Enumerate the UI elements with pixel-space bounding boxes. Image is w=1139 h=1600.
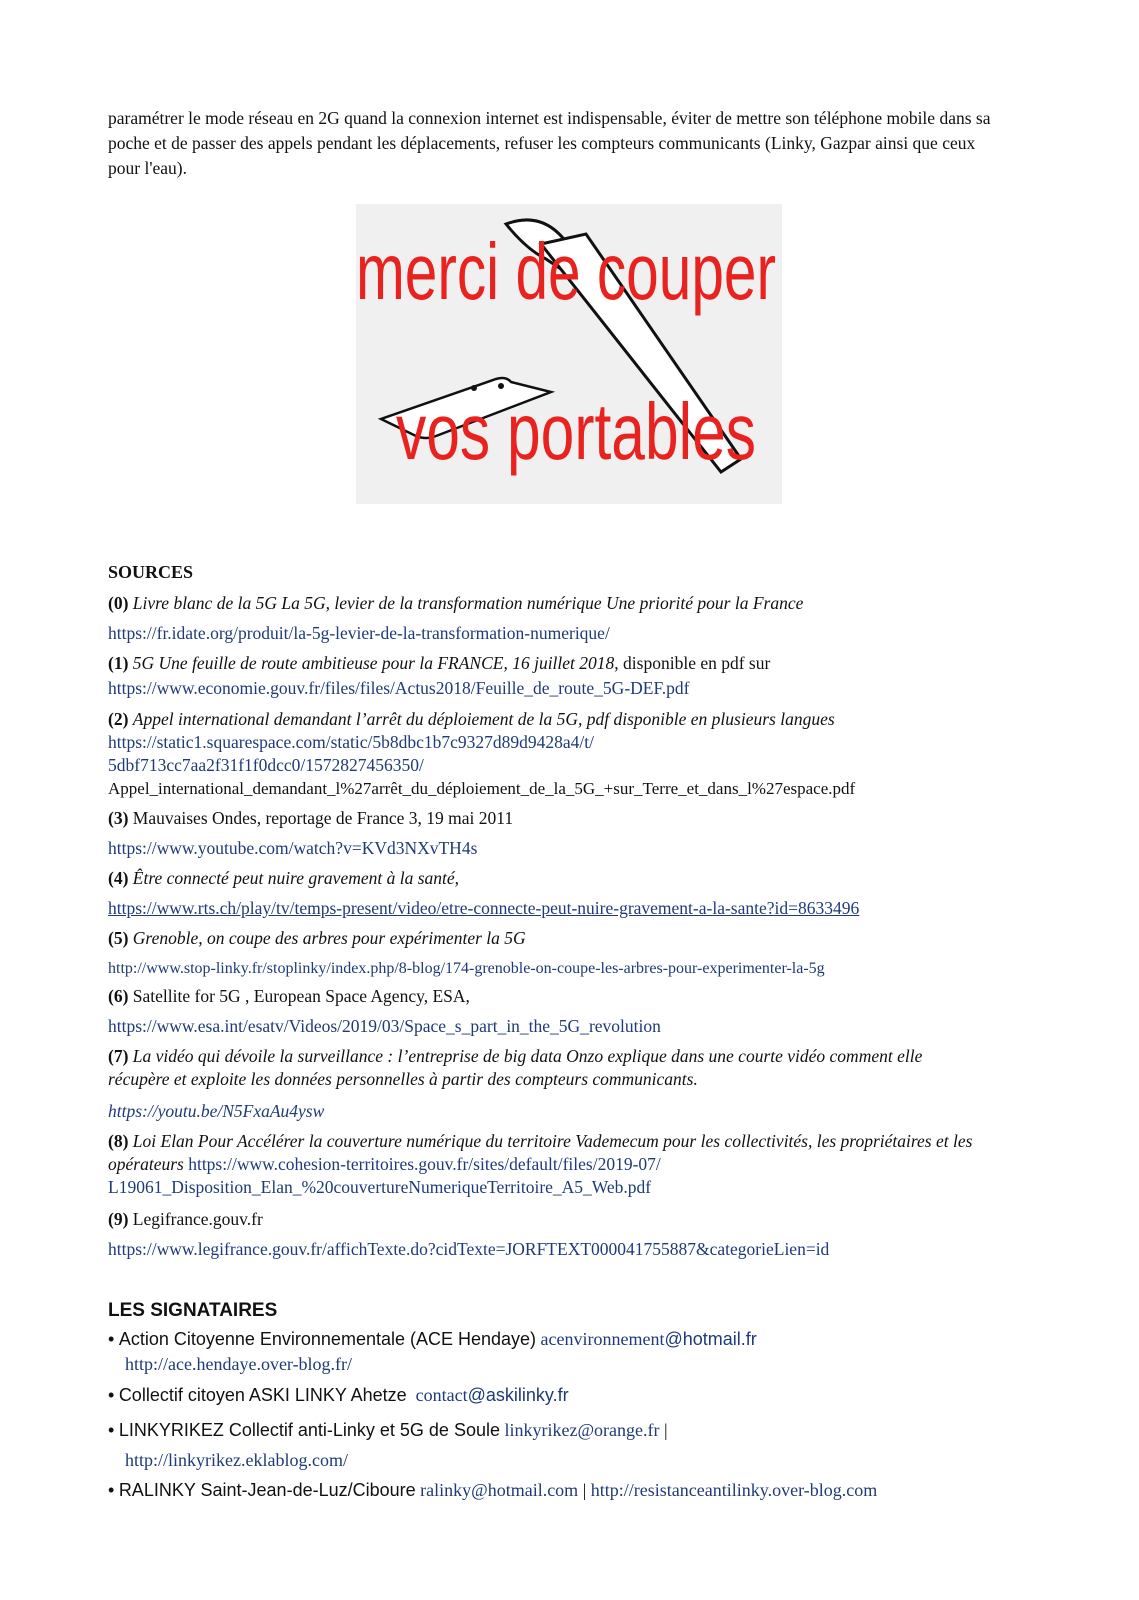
source-link xyxy=(108,622,1048,645)
source-link-7[interactable]: https://youtu.be/N5FxaAu4ysw xyxy=(108,1101,325,1121)
intro-paragraph: paramétrer le mode réseau en 2G quand la connexion internet est indispensable, éviter de mettre son téléphone mobile dans sa poche et de passer des appels pendant les déplacements, refuser les compteurs communicants (Linky, Gazpar ainsi que ceux pour l'eau). xyxy=(108,108,991,178)
poster-line1: merci de couper xyxy=(356,227,776,316)
signatory-item: • LINKYRIKEZ Collectif anti-Linky et 5G de Soule linkyrikez@orange.fr | xyxy=(108,1420,668,1440)
source-link-1[interactable]: https://www.economie.gouv.fr/files/files/Actus2018/Feuille_de_route_5G-DEF.pdf xyxy=(108,678,690,698)
source-link-8[interactable]: https://www.cohesion-territoires.gouv.fr/sites/default/files/2019-07/ xyxy=(188,1154,661,1174)
source-link-4[interactable]: https://www.rts.ch/play/tv/temps-present/video/etre-connecte-peut-nuire-gravement-a-la-sante?id=8633496 xyxy=(108,898,860,918)
signatory-url-3[interactable]: http://resistanceantilinky.over-blog.com xyxy=(590,1480,878,1500)
source-link-3[interactable]: https://www.youtube.com/watch?v=KVd3NXvTH4s xyxy=(108,838,478,858)
source-link xyxy=(108,897,1048,920)
source-link xyxy=(108,1015,1048,1038)
poster-line2: vos portables xyxy=(396,387,756,476)
source-item: (0) Livre blanc de la 5G La 5G, levier de la transformation numérique Une priorité pour la France xyxy=(108,593,804,613)
source-link xyxy=(108,837,1048,860)
source-link xyxy=(108,1100,1048,1123)
source-link-2[interactable]: https://static1.squarespace.com/static/5b8dbc1b7c9327d89d9428a4/t/ xyxy=(108,732,595,752)
source-item: (6) Satellite for 5G , European Space Agency, ESA, xyxy=(108,986,470,1006)
poster-image xyxy=(356,204,782,504)
signatory-item: • Collectif citoyen ASKI LINKY Ahetze contact@askilinky.fr xyxy=(108,1385,569,1405)
source-link-5[interactable]: http://www.stop-linky.fr/stoplinky/index.php/8-blog/174-grenoble-on-coupe-les-arbres-pour-experimenter-la-5g xyxy=(108,960,825,977)
source-item: (8) Loi Elan Pour Accélérer la couverture numérique du territoire Vademecum pour les collectivités, les propriétaires et les opérateurs https://www.cohesion-territoires.gouv.fr/sites/default/files/2019-07/ L19061_Disposition_Elan_%20couvertureNumeriqueTerritoire_A5_Web.pdf xyxy=(108,1131,973,1197)
signatory-item: • RALINKY Saint-Jean-de-Luz/Ciboure ralinky@hotmail.com | http://resistanceantilinky.over-blog.com xyxy=(108,1480,878,1500)
source-link xyxy=(108,1238,1048,1261)
signatory-item: • Action Citoyenne Environnementale (ACE Hendaye) acenvironnement@hotmail.fr xyxy=(108,1329,757,1349)
source-link-6[interactable]: https://www.esa.int/esatv/Videos/2019/03/Space_s_part_in_the_5G_revolution xyxy=(108,1016,661,1036)
source-item: (3) Mauvaises Ondes, reportage de France 3, 19 mai 2011 xyxy=(108,808,514,828)
source-item: (7) La vidéo qui dévoile la surveillance : l’entreprise de big data Onzo explique dans une courte vidéo comment elle récupère et exploite les données personnelles à partir des compteurs communicants. xyxy=(108,1046,923,1089)
signatories-heading: LES SIGNATAIRES xyxy=(108,1300,278,1321)
signatory-url xyxy=(108,1448,1125,1472)
source-item: (5) Grenoble, on coupe des arbres pour expérimenter la 5G xyxy=(108,928,526,948)
source-item: (1) 5G Une feuille de route ambitieuse pour la FRANCE, 16 juillet 2018, disponible en pdf sur xyxy=(108,653,771,673)
source-link xyxy=(108,957,1048,980)
sources-heading: SOURCES xyxy=(108,562,194,582)
signatory-url-2[interactable]: http://linkyrikez.eklablog.com/ xyxy=(125,1450,348,1470)
signatory-url xyxy=(108,1352,1125,1376)
source-link xyxy=(108,677,1048,700)
source-item: (2) Appel international demandant l’arrêt du déploiement de la 5G, pdf disponible en plusieurs langues https://static1.squarespace.com/static/5b8dbc1b7c9327d89d9428a4/t/ 5dbf713cc7aa2f31f1f0dcc0/1572827456350/ Appel_international_demandant_l%27arrêt_du_déploiement_de_la_5G_+sur_Terre_et_dans_l%27espace.pdf xyxy=(108,709,856,798)
source-item: (9) Legifrance.gouv.fr xyxy=(108,1209,263,1229)
source-link-0[interactable]: https://fr.idate.org/produit/la-5g-levier-de-la-transformation-numerique/ xyxy=(108,623,610,643)
source-link-9[interactable]: https://www.legifrance.gouv.fr/affichTexte.do?cidTexte=JORFTEXT000041755887&categorieLien=id xyxy=(108,1239,830,1259)
signatory-url-0[interactable]: http://ace.hendaye.over-blog.fr/ xyxy=(125,1354,353,1374)
source-item: (4) Être connecté peut nuire gravement à la santé, xyxy=(108,868,460,888)
